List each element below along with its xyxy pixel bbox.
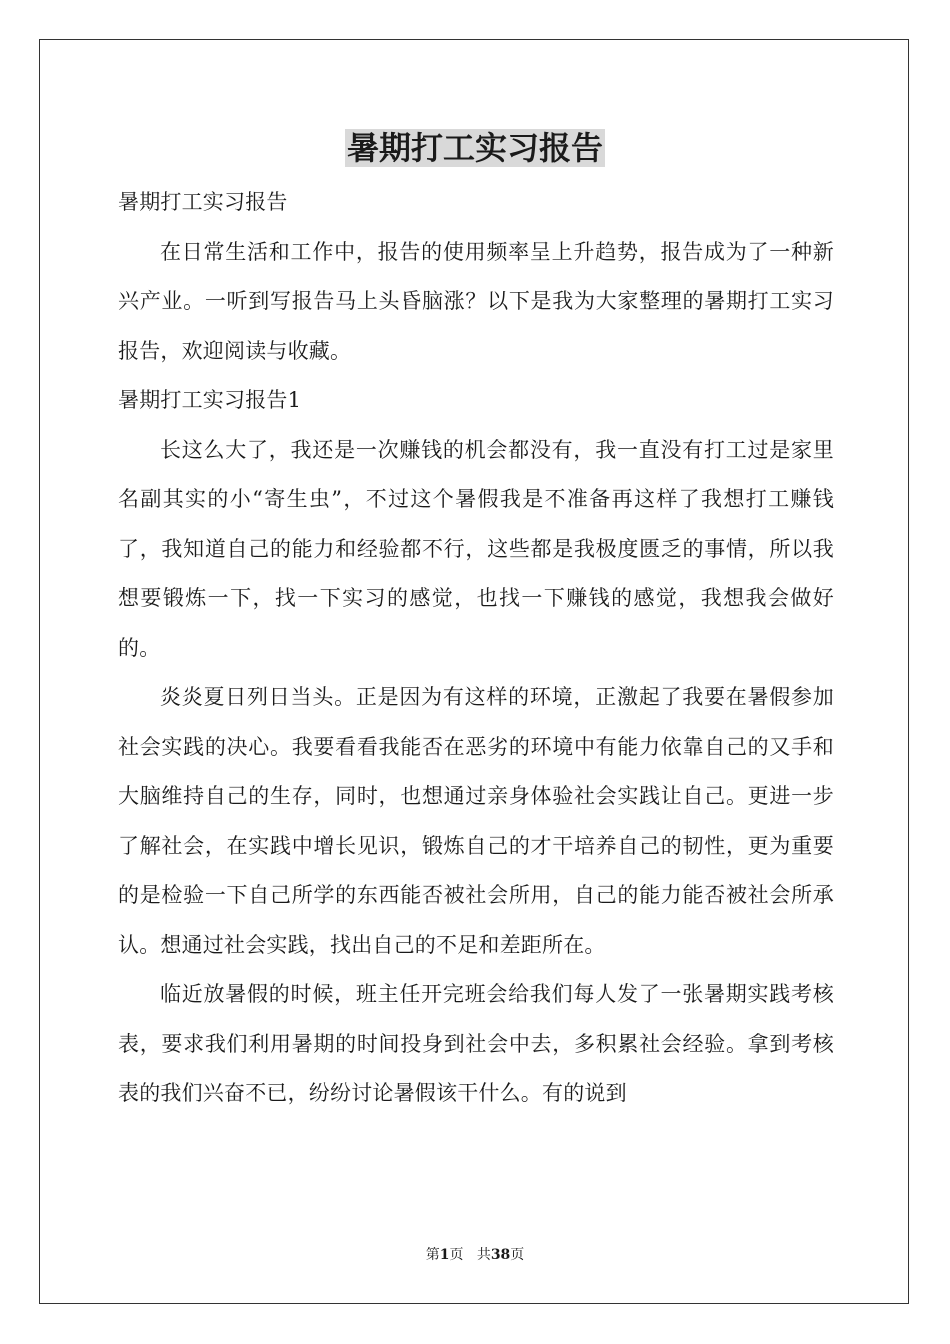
- footer-page-current: 1: [439, 1247, 450, 1263]
- paragraph-3: 临近放暑假的时候，班主任开完班会给我们每人发了一张暑期实践考核表，要求我们利用暑期的时间投身到社会中去，多积累社会经验。拿到考核表的我们兴奋不已，纷纷讨论暑假该干什么。有的说到: [118, 982, 834, 1105]
- footer-total-suffix: 页: [510, 1247, 525, 1263]
- footer-total-prefix: 共: [476, 1247, 491, 1263]
- paragraph-subtitle: 暑期打工实习报告: [118, 190, 288, 214]
- footer-page-total: 38: [490, 1247, 511, 1263]
- paragraph-2: 炎炎夏日列日当头。正是因为有这样的环境，正激起了我要在暑假参加社会实践的决心。我要看看我能否在恶劣的环境中有能力依靠自己的又手和大脑维持自己的生存，同时，也想通过亲身体验社会实践让自己。更进一步了解社会，在实践中增长见识，锻炼自己的才干培养自己的韧性，更为重要的是检验一下自己所学的东西能否被社会所用，自己的能力能否被社会所承认。想通过社会实践，找出自己的不足和差距所在。: [118, 685, 834, 957]
- document-body: [118, 178, 834, 1119]
- footer-page-prefix: 第: [425, 1247, 440, 1263]
- page-footer: [0, 1245, 950, 1265]
- footer-page-suffix: 页: [449, 1247, 464, 1263]
- paragraph-1: 长这么大了，我还是一次赚钱的机会都没有，我一直没有打工过是家里名副其实的小“寄生虫”，不过这个暑假我是不准备再这样了我想打工赚钱了，我知道自己的能力和经验都不行，这些都是我极度匮乏的事情，所以我想要锻炼一下，找一下实习的感觉，也找一下赚钱的感觉，我想我会做好的。: [118, 437, 834, 660]
- paragraph-intro: 在日常生活和工作中，报告的使用频率呈上升趋势，报告成为了一种新兴产业。一听到写报告马上头昏脑涨？以下是我为大家整理的暑期打工实习报告，欢迎阅读与收藏。: [118, 239, 834, 363]
- section-heading-1: 暑期打工实习报告1: [118, 388, 302, 412]
- document-title-text: 暑期打工实习报告: [346, 129, 603, 167]
- document-title: [0, 126, 950, 170]
